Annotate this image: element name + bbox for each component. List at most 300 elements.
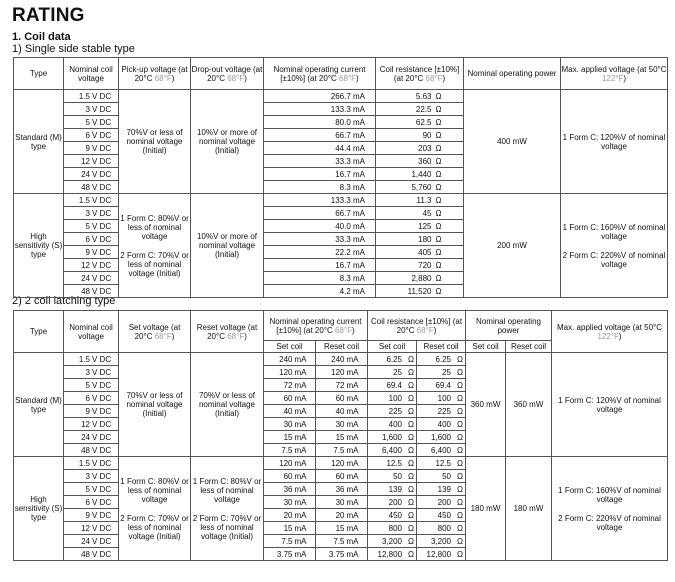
current-value: 72: [335, 380, 345, 390]
operating-current-cell: 4.2 mA: [264, 285, 376, 298]
max-2-form-c: 2 Form C: 220%V of nominal voltage: [558, 513, 661, 532]
coil-resistance-cell: [376, 207, 464, 220]
coil-resistance-cell: [376, 220, 464, 233]
coil-resistance-cell: [376, 90, 464, 103]
ohm-unit: Ω: [457, 380, 464, 390]
current-value: 3.75: [328, 549, 345, 559]
nominal-voltage-cell: [64, 116, 119, 129]
current-value: 40: [283, 406, 293, 416]
operating-current-cell: 266.7 mA: [264, 90, 376, 103]
ohm-unit: Ω: [408, 367, 415, 377]
header-dropout-voltage: Drop-out voltage (at 20°C 68°F): [191, 58, 264, 90]
reset-coil-current-cell: [316, 496, 368, 509]
voltage-value: 3: [85, 367, 90, 377]
resistance-value: 200: [388, 497, 403, 507]
ohm-unit: Ω: [457, 354, 464, 364]
page-title: RATING: [12, 5, 85, 26]
ma-unit: mA: [294, 497, 307, 507]
resistance-value: 90: [422, 130, 432, 140]
resistance-value: 11,520: [407, 286, 432, 296]
nominal-voltage-cell: [64, 444, 119, 457]
set-coil-current-cell: [264, 483, 316, 496]
voltage-unit: V DC: [92, 458, 112, 468]
nominal-voltage-cell: [64, 457, 119, 470]
max-applied-voltage-cell: [561, 194, 668, 298]
voltage-unit: V DC: [92, 419, 112, 429]
set-coil-resistance-cell: [368, 405, 417, 418]
operating-power-cell: 200 mW: [464, 194, 561, 298]
current-value: 120: [279, 458, 293, 468]
voltage-value: 5: [85, 380, 90, 390]
set-coil-resistance-cell: [368, 366, 417, 379]
ohm-unit: Ω: [457, 471, 464, 481]
nominal-voltage-cell: [64, 405, 119, 418]
nominal-voltage-cell: [64, 233, 119, 246]
type-label: High sensitivity (S) type: [14, 457, 64, 561]
resistance-value: 12,800: [377, 549, 403, 559]
operating-current-cell: 66.7 mA: [264, 129, 376, 142]
ma-unit: mA: [346, 549, 359, 559]
resistance-value: 100: [388, 393, 403, 403]
max-applied-voltage-cell: 1 Form C: 120%V of nominal voltage: [552, 353, 668, 457]
current-value: 72: [283, 380, 293, 390]
reset-coil-current-cell: [316, 431, 368, 444]
voltage-value: 24: [81, 536, 90, 546]
set-coil-current-cell: [264, 522, 316, 535]
set-coil-resistance-cell: [368, 418, 417, 431]
reset-coil-resistance-cell: [417, 418, 466, 431]
table-row: [14, 90, 668, 103]
ohm-unit: Ω: [457, 523, 464, 533]
voltage-unit: V DC: [92, 156, 112, 166]
ohm-unit: Ω: [408, 484, 415, 494]
voltage-unit: V DC: [92, 104, 112, 114]
ohm-unit: Ω: [457, 510, 464, 520]
resistance-value: 800: [437, 523, 452, 533]
ohm-unit: Ω: [457, 549, 464, 559]
ma-unit: mA: [346, 354, 359, 364]
ohm-unit: Ω: [435, 91, 442, 101]
reset-coil-resistance-cell: [417, 379, 466, 392]
resistance-value: 25: [442, 367, 452, 377]
voltage-value: 6: [85, 130, 90, 140]
resistance-value: 720: [418, 260, 432, 270]
dropout-voltage-cell: 10%V or more of nominal voltage (Initial): [191, 194, 264, 298]
ma-unit: mA: [294, 458, 307, 468]
reset-coil-resistance-cell: [417, 522, 466, 535]
current-value: 30: [283, 419, 293, 429]
reset-coil-current-cell: [316, 548, 368, 561]
header-max-applied-voltage: Max. applied voltage (at 50°C 122°F): [552, 311, 668, 353]
set-coil-current-cell: [264, 470, 316, 483]
pickup-voltage-cell: 70%V or less of nominal voltage (Initial): [119, 90, 191, 194]
ma-unit: mA: [346, 484, 359, 494]
type-label: Standard (M) type: [14, 353, 64, 457]
nominal-voltage-cell: [64, 353, 119, 366]
ma-unit: mA: [294, 523, 307, 533]
voltage-unit: V DC: [92, 406, 112, 416]
current-value: 60: [335, 393, 345, 403]
operating-current-cell: 8.3 mA: [264, 272, 376, 285]
operating-current-cell: 33.3 mA: [264, 155, 376, 168]
resistance-value: 1,600: [381, 432, 403, 442]
ma-unit: mA: [294, 445, 307, 455]
voltage-value: 5: [85, 117, 90, 127]
set-coil-current-cell: [264, 431, 316, 444]
ma-unit: mA: [294, 432, 307, 442]
header-nominal-operating-current: Nominal operating current [±10%] (at 20°C 68°F): [264, 58, 376, 90]
reset-coil-current-cell: [316, 522, 368, 535]
ohm-unit: Ω: [408, 510, 415, 520]
current-value: 40: [335, 406, 345, 416]
reset-coil-current-cell: [316, 509, 368, 522]
two-coil-latching-table: [13, 310, 668, 561]
coil-resistance-cell: [376, 285, 464, 298]
coil-resistance-cell: [376, 142, 464, 155]
reset-1-form-c: 1 Form C: 80%V or less of nominal voltage: [192, 476, 262, 504]
subsection-title-latching: 2) 2 coil latching type: [12, 295, 116, 307]
reset-coil-resistance-cell: [417, 431, 466, 444]
nominal-voltage-cell: [64, 90, 119, 103]
reset-coil-resistance-cell: [417, 405, 466, 418]
voltage-unit: V DC: [92, 484, 112, 494]
coil-resistance-cell: [376, 116, 464, 129]
voltage-value: 3: [85, 471, 90, 481]
resistance-value: 6.25: [435, 354, 452, 364]
voltage-value: 9: [85, 406, 90, 416]
resistance-value: 69.4: [386, 380, 403, 390]
dropout-voltage-cell: 10%V or more of nominal voltage (Initial): [191, 90, 264, 194]
set-coil-resistance-cell: [368, 483, 417, 496]
nominal-voltage-cell: [64, 103, 119, 116]
current-value: 7.5: [281, 445, 293, 455]
ohm-unit: Ω: [435, 286, 442, 296]
resistance-value: 69.4: [435, 380, 452, 390]
nominal-voltage-cell: [64, 509, 119, 522]
voltage-unit: V DC: [92, 286, 112, 296]
resistance-value: 5.63: [415, 91, 432, 101]
ohm-unit: Ω: [408, 393, 415, 403]
ma-unit: mA: [346, 458, 359, 468]
ohm-unit: Ω: [408, 536, 415, 546]
operating-current-cell: 133.3 mA: [264, 194, 376, 207]
current-value: 3.75: [276, 549, 293, 559]
ohm-unit: Ω: [457, 406, 464, 416]
voltage-unit: V DC: [92, 130, 112, 140]
nominal-voltage-cell: [64, 379, 119, 392]
set-coil-current-cell: [264, 457, 316, 470]
ma-unit: mA: [346, 536, 359, 546]
ohm-unit: Ω: [408, 419, 415, 429]
reset-coil-power-cell: 360 mW: [506, 353, 552, 457]
reset-coil-current-cell: [316, 392, 368, 405]
ohm-unit: Ω: [435, 195, 442, 205]
header-nominal-coil-voltage: Nominal coil voltage: [64, 58, 119, 90]
resistance-value: 50: [393, 471, 403, 481]
resistance-value: 180: [418, 234, 432, 244]
reset-coil-resistance-cell: [417, 548, 466, 561]
set-coil-resistance-cell: [368, 444, 417, 457]
nominal-voltage-cell: [64, 483, 119, 496]
resistance-value: 6,400: [381, 445, 403, 455]
ohm-unit: Ω: [435, 117, 442, 127]
set-coil-current-cell: [264, 496, 316, 509]
voltage-value: 12: [81, 523, 90, 533]
header-current-set-coil: Set coil: [264, 341, 316, 353]
operating-current-cell: 22.2 mA: [264, 246, 376, 259]
ma-unit: mA: [346, 419, 359, 429]
header-type: Type: [14, 311, 64, 353]
header-coil-resistance: Coil resistance [±10%] (at 20°C 68°F): [376, 58, 464, 90]
ohm-unit: Ω: [457, 419, 464, 429]
current-value: 120: [331, 458, 345, 468]
voltage-value: 1.5: [78, 458, 90, 468]
voltage-value: 3: [85, 208, 90, 218]
ohm-unit: Ω: [457, 432, 464, 442]
coil-resistance-cell: [376, 272, 464, 285]
voltage-unit: V DC: [92, 445, 112, 455]
current-value: 20: [283, 510, 293, 520]
nominal-voltage-cell: [64, 535, 119, 548]
pickup-2-form-c: 2 Form C: 70%V or less of nominal voltage (Initial): [120, 250, 189, 278]
nominal-voltage-cell: [64, 142, 119, 155]
ohm-unit: Ω: [408, 354, 415, 364]
reset-coil-resistance-cell: [417, 366, 466, 379]
set-coil-current-cell: [264, 366, 316, 379]
resistance-value: 203: [418, 143, 432, 153]
resistance-value: 12.5: [386, 458, 403, 468]
table-row: [14, 353, 668, 366]
ohm-unit: Ω: [408, 406, 415, 416]
voltage-unit: V DC: [92, 208, 112, 218]
resistance-value: 125: [418, 221, 432, 231]
ohm-unit: Ω: [457, 367, 464, 377]
ma-unit: mA: [346, 510, 359, 520]
resistance-value: 450: [388, 510, 403, 520]
operating-current-cell: 16.7 mA: [264, 168, 376, 181]
nominal-voltage-cell: [64, 392, 119, 405]
ohm-unit: Ω: [408, 523, 415, 533]
ma-unit: mA: [346, 432, 359, 442]
current-value: 15: [335, 523, 345, 533]
nominal-voltage-cell: [64, 285, 119, 298]
resistance-value: 800: [388, 523, 403, 533]
voltage-value: 6: [85, 393, 90, 403]
voltage-unit: V DC: [92, 182, 112, 192]
nominal-voltage-cell: [64, 522, 119, 535]
operating-current-cell: 40.0 mA: [264, 220, 376, 233]
nominal-voltage-cell: [64, 129, 119, 142]
reset-coil-current-cell: [316, 353, 368, 366]
type-label: High sensitivity (S) type: [14, 194, 64, 298]
operating-current-cell: 33.3 mA: [264, 233, 376, 246]
set-coil-resistance-cell: [368, 431, 417, 444]
current-value: 240: [279, 354, 293, 364]
header-coil-resistance: Coil resistance [±10%] (at 20°C 68°F): [368, 311, 466, 341]
set-coil-current-cell: [264, 509, 316, 522]
ohm-unit: Ω: [435, 130, 442, 140]
current-value: 36: [283, 484, 293, 494]
coil-resistance-cell: [376, 233, 464, 246]
set-coil-resistance-cell: [368, 392, 417, 405]
voltage-value: 12: [81, 419, 90, 429]
resistance-value: 62.5: [415, 117, 432, 127]
set-coil-current-cell: [264, 418, 316, 431]
voltage-unit: V DC: [92, 234, 112, 244]
nominal-voltage-cell: [64, 548, 119, 561]
resistance-value: 1,600: [430, 432, 452, 442]
resistance-value: 225: [388, 406, 403, 416]
reset-coil-current-cell: [316, 418, 368, 431]
operating-power-cell: 400 mW: [464, 90, 561, 194]
reset-coil-resistance-cell: [417, 392, 466, 405]
reset-coil-current-cell: [316, 457, 368, 470]
set-voltage-cell: 70%V or less of nominal voltage (Initial): [119, 353, 191, 457]
reset-voltage-cell: [191, 457, 264, 561]
reset-coil-resistance-cell: [417, 444, 466, 457]
current-value: 60: [283, 471, 293, 481]
ma-unit: mA: [294, 419, 307, 429]
nominal-voltage-cell: [64, 418, 119, 431]
voltage-unit: V DC: [92, 195, 112, 205]
voltage-unit: V DC: [92, 536, 112, 546]
ohm-unit: Ω: [435, 247, 442, 257]
operating-current-cell: 133.3 mA: [264, 103, 376, 116]
nominal-voltage-cell: [64, 207, 119, 220]
set-coil-resistance-cell: [368, 522, 417, 535]
nominal-voltage-cell: [64, 366, 119, 379]
operating-current-cell: 80.0 mA: [264, 116, 376, 129]
reset-coil-current-cell: [316, 483, 368, 496]
ohm-unit: Ω: [435, 156, 442, 166]
voltage-value: 6: [85, 497, 90, 507]
resistance-value: 6.25: [386, 354, 403, 364]
ma-unit: mA: [346, 367, 359, 377]
reset-coil-resistance-cell: [417, 457, 466, 470]
resistance-value: 400: [437, 419, 452, 429]
voltage-unit: V DC: [92, 380, 112, 390]
reset-voltage-cell: 70%V or less of nominal voltage (Initial): [191, 353, 264, 457]
max-1-form-c: 1 Form C: 160%V of nominal voltage: [558, 485, 661, 504]
resistance-value: 50: [442, 471, 452, 481]
max-applied-voltage-cell: 1 Form C: 120%V of nominal voltage: [561, 90, 668, 194]
set-coil-power-cell: 360 mW: [466, 353, 506, 457]
subsection-title-single-side: 1) Single side stable type: [12, 43, 135, 55]
voltage-unit: V DC: [92, 117, 112, 127]
current-value: 7.5: [333, 536, 345, 546]
reset-coil-resistance-cell: [417, 470, 466, 483]
set-coil-resistance-cell: [368, 379, 417, 392]
ma-unit: mA: [294, 393, 307, 403]
max-applied-voltage-cell: [552, 457, 668, 561]
current-value: 60: [335, 471, 345, 481]
nominal-voltage-cell: [64, 470, 119, 483]
resistance-value: 450: [437, 510, 452, 520]
ma-unit: mA: [294, 484, 307, 494]
nominal-voltage-cell: [64, 272, 119, 285]
resistance-value: 405: [418, 247, 432, 257]
reset-coil-current-cell: [316, 366, 368, 379]
voltage-value: 3: [85, 104, 90, 114]
nominal-voltage-cell: [64, 246, 119, 259]
coil-resistance-cell: [376, 155, 464, 168]
reset-coil-current-cell: [316, 535, 368, 548]
voltage-unit: V DC: [92, 510, 112, 520]
voltage-unit: V DC: [92, 367, 112, 377]
voltage-unit: V DC: [92, 471, 112, 481]
coil-resistance-cell: [376, 103, 464, 116]
set-coil-current-cell: [264, 405, 316, 418]
header-nominal-coil-voltage: Nominal coil voltage: [64, 311, 119, 353]
resistance-value: 5,760: [411, 182, 432, 192]
header-current-reset-coil: Reset coil: [316, 341, 368, 353]
ohm-unit: Ω: [435, 104, 442, 114]
ohm-unit: Ω: [408, 549, 415, 559]
reset-coil-current-cell: [316, 405, 368, 418]
coil-resistance-cell: [376, 129, 464, 142]
ma-unit: mA: [294, 354, 307, 364]
current-value: 120: [279, 367, 293, 377]
voltage-value: 5: [85, 484, 90, 494]
header-pickup-voltage: Pick-up voltage (at 20°C 68°F): [119, 58, 191, 90]
reset-coil-resistance-cell: [417, 535, 466, 548]
current-value: 30: [335, 497, 345, 507]
ohm-unit: Ω: [408, 380, 415, 390]
voltage-value: 9: [85, 143, 90, 153]
current-value: 30: [335, 419, 345, 429]
header-power-set-coil: Set coil: [466, 341, 506, 353]
current-value: 7.5: [281, 536, 293, 546]
header-power-reset-coil: Reset coil: [506, 341, 552, 353]
voltage-value: 1.5: [78, 354, 90, 364]
max-2-form-c: 2 Form C: 220%V of nominal voltage: [562, 250, 666, 269]
current-value: 60: [283, 393, 293, 403]
nominal-voltage-cell: [64, 220, 119, 233]
ma-unit: mA: [346, 380, 359, 390]
set-coil-current-cell: [264, 535, 316, 548]
set-coil-resistance-cell: [368, 535, 417, 548]
reset-coil-resistance-cell: [417, 496, 466, 509]
single-side-stable-table: [13, 57, 668, 298]
ohm-unit: Ω: [408, 471, 415, 481]
header-resistance-reset-coil: Reset coil: [417, 341, 466, 353]
nominal-voltage-cell: [64, 431, 119, 444]
coil-resistance-cell: [376, 168, 464, 181]
resistance-value: 11.3: [416, 195, 432, 205]
voltage-unit: V DC: [92, 273, 112, 283]
voltage-value: 24: [81, 432, 90, 442]
nominal-voltage-cell: [64, 259, 119, 272]
resistance-value: 3,200: [381, 536, 403, 546]
voltage-value: 5: [85, 221, 90, 231]
set-coil-resistance-cell: [368, 548, 417, 561]
ohm-unit: Ω: [408, 445, 415, 455]
resistance-value: 6,400: [430, 445, 452, 455]
header-max-applied-voltage: Max. applied voltage (at 50°C 122°F): [561, 58, 668, 90]
ohm-unit: Ω: [435, 169, 442, 179]
set-coil-power-cell: 180 mW: [466, 457, 506, 561]
current-value: 15: [283, 523, 293, 533]
voltage-value: 9: [85, 247, 90, 257]
resistance-value: 12.5: [435, 458, 452, 468]
ohm-unit: Ω: [457, 536, 464, 546]
nominal-voltage-cell: [64, 155, 119, 168]
current-value: 240: [331, 354, 345, 364]
resistance-value: 45: [422, 208, 432, 218]
voltage-unit: V DC: [92, 497, 112, 507]
ma-unit: mA: [294, 367, 307, 377]
voltage-value: 1.5: [78, 195, 90, 205]
